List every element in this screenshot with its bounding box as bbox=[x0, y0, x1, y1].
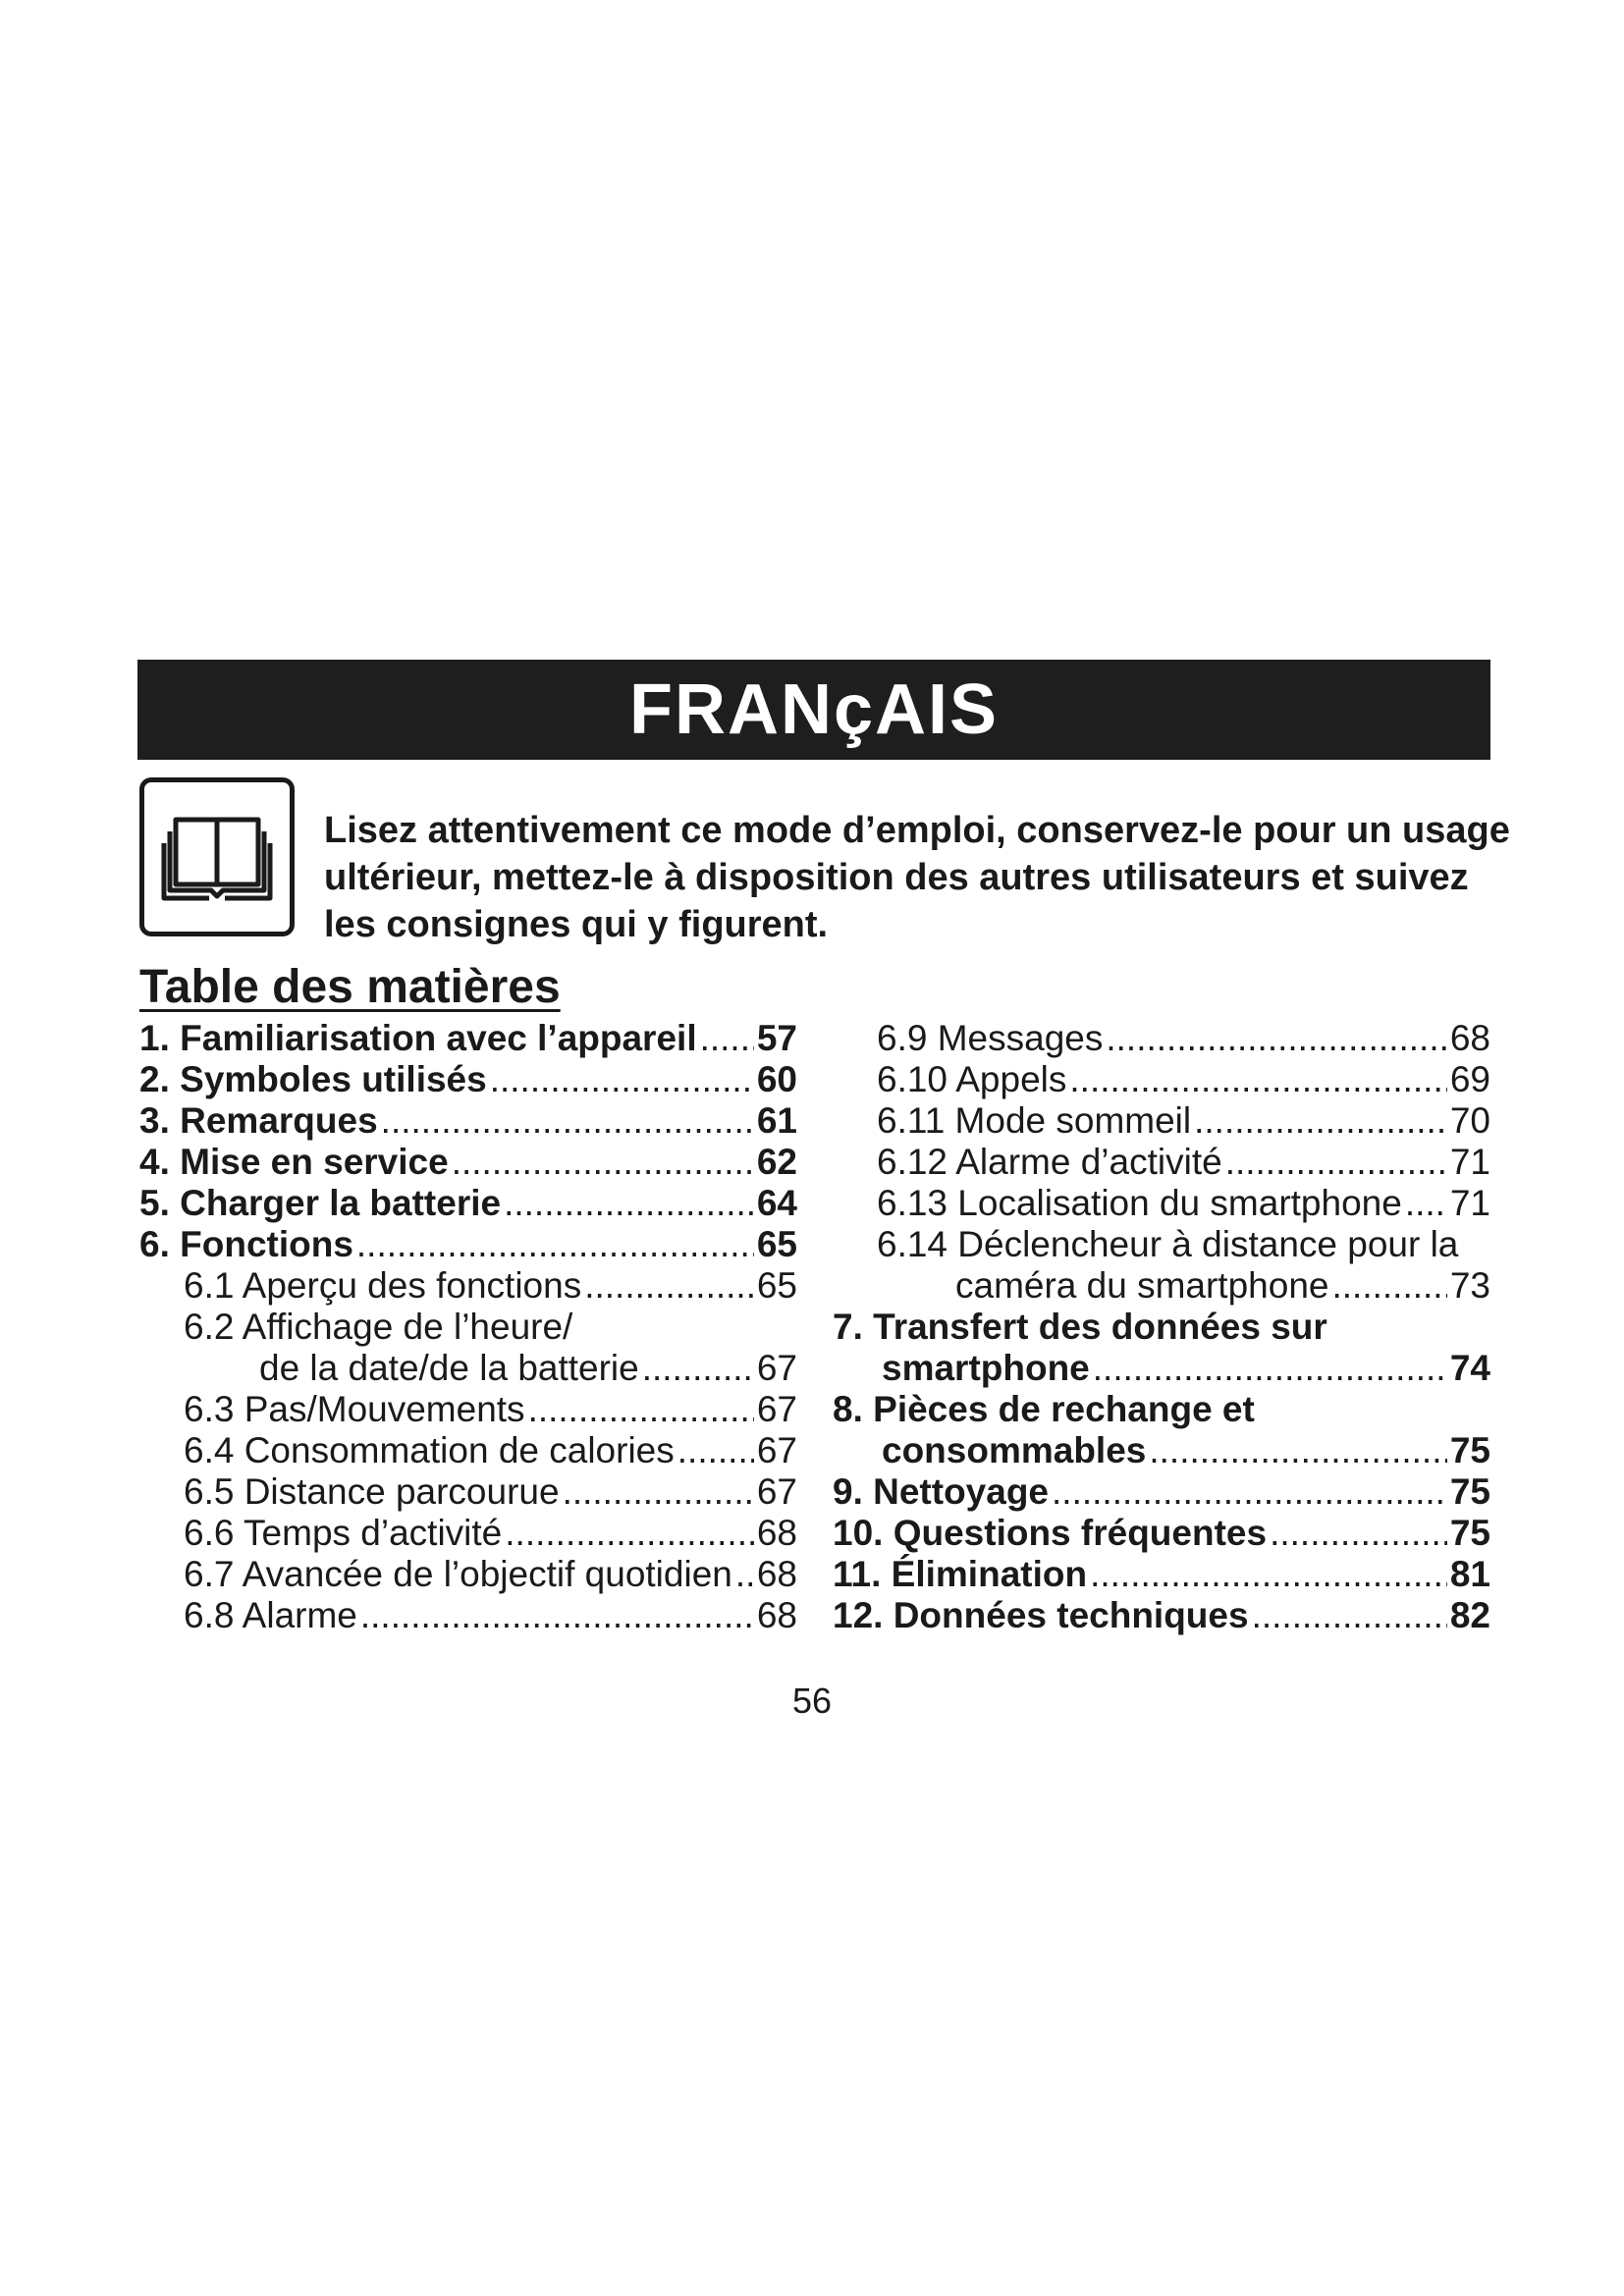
toc-entry[interactable]: 1. Familiarisation avec l’appareil ..... 57 bbox=[139, 1019, 797, 1058]
toc-entry[interactable]: 6. Fonctions ..... 65 bbox=[139, 1225, 797, 1264]
toc-entry[interactable]: 6.1 Aperçu des fonctions ..... 65 bbox=[139, 1266, 797, 1306]
toc-entry[interactable]: 4. Mise en service ..... 62 bbox=[139, 1143, 797, 1182]
toc-entry[interactable]: 7. Transfert des données sur bbox=[833, 1307, 1327, 1347]
toc-entry[interactable]: de la date/de la batterie ..... 67 bbox=[139, 1349, 797, 1388]
language-banner bbox=[137, 660, 1490, 760]
toc-entry[interactable]: 6.9 Messages ..... 68 bbox=[833, 1019, 1490, 1058]
toc-left-column bbox=[139, 1019, 797, 1637]
page-number: 56 bbox=[791, 1681, 833, 1721]
toc-heading: Table des matières bbox=[139, 961, 561, 1013]
book-icon bbox=[139, 777, 295, 936]
toc-entry[interactable]: 12. Données techniques ..... 82 bbox=[833, 1596, 1490, 1635]
language-title: FRANçAIS bbox=[628, 670, 1000, 749]
book-icon-graphic bbox=[158, 808, 276, 906]
toc-entry[interactable]: 6.13 Localisation du smartphone ..... 71 bbox=[833, 1184, 1490, 1223]
toc-entry[interactable]: 6.8 Alarme ..... 68 bbox=[139, 1596, 797, 1635]
toc-entry[interactable]: 6.10 Appels ..... 69 bbox=[833, 1060, 1490, 1099]
toc-entry[interactable]: 3. Remarques ..... 61 bbox=[139, 1101, 797, 1141]
toc-entry[interactable]: 9. Nettoyage ..... 75 bbox=[833, 1472, 1490, 1512]
toc-entry[interactable]: 6.2 Affichage de l’heure/ bbox=[184, 1307, 573, 1347]
toc-entry[interactable]: 6.14 Déclencheur à distance pour la bbox=[877, 1224, 1459, 1264]
toc-entry[interactable]: 11. Élimination ..... 81 bbox=[833, 1555, 1490, 1594]
toc-entry[interactable]: 6.7 Avancée de l’objectif quotidien ..... 68 bbox=[139, 1555, 797, 1594]
toc-entry[interactable]: 8. Pièces de rechange et bbox=[833, 1389, 1255, 1429]
toc-entry[interactable]: 6.11 Mode sommeil ..... 70 bbox=[833, 1101, 1490, 1141]
intro-instructions: Lisez attentivement ce mode d’emploi, conservez-le pour un usage ultérieur, mettez-le à disposition des autres utilisateurs et suivez les consignes qui y figurent. bbox=[324, 810, 1510, 945]
toc-entry[interactable]: 2. Symboles utilisés ..... 60 bbox=[139, 1060, 797, 1099]
toc-entry[interactable]: 6.4 Consommation de calories ..... 67 bbox=[139, 1431, 797, 1470]
toc-entry[interactable]: 6.3 Pas/Mouvements ..... 67 bbox=[139, 1390, 797, 1429]
toc-entry[interactable]: 10. Questions fréquentes ..... 75 bbox=[833, 1514, 1490, 1553]
toc-entry[interactable]: 6.12 Alarme d’activité ..... 71 bbox=[833, 1143, 1490, 1182]
toc-entry[interactable]: consommables ..... 75 bbox=[833, 1431, 1490, 1470]
toc-entry[interactable]: 5. Charger la batterie ..... 64 bbox=[139, 1184, 797, 1223]
toc-right-column bbox=[833, 1019, 1490, 1637]
toc-entry[interactable]: smartphone ..... 74 bbox=[833, 1349, 1490, 1388]
toc-entry[interactable]: 6.6 Temps d’activité ..... 68 bbox=[139, 1514, 797, 1553]
toc-entry[interactable]: caméra du smartphone ..... 73 bbox=[833, 1266, 1490, 1306]
toc-entry[interactable]: 6.5 Distance parcourue ..... 67 bbox=[139, 1472, 797, 1512]
